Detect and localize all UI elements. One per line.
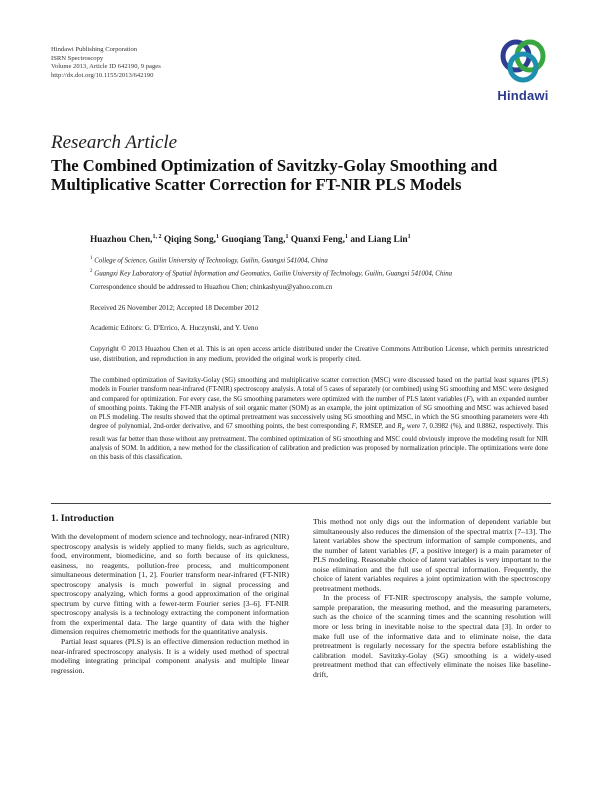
divider <box>51 503 551 504</box>
author: Guoqiang Tang,$^1$ <box>221 234 289 246</box>
volume-info: Volume 2013, Article ID 642190, 9 pages <box>51 63 161 71</box>
body-column-right <box>313 517 551 679</box>
hindawi-logo <box>494 36 552 108</box>
paragraph: This method not only digs out the information of dependent variable but simultaneously also reduces the dimension of the spectral matrix [7–13]. The latent variables show the spectrum information of sample components, and the number of latent variables (F, a positive integer) is a main parameter of PLS modeling. Reasonable choice of latent variables is very important to the noise elimination and the full use of spectral information. Frequently, the choice of latent variables requires a joint optimization with the spectroscopy pretreatment methods. <box>313 517 551 593</box>
article-type: Research Article <box>51 132 178 153</box>
author: Quanxi Feng,$^1$ <box>290 234 348 246</box>
logo-text: Hindawi <box>497 88 549 103</box>
paper-title: The Combined Optimization of Savitzky-Golay Smoothing and Multiplicative Scatter Correction for FT-NIR PLS Models <box>51 156 498 194</box>
correspondence: Correspondence should be addressed to Huazhou Chen; chinkashyuu@yahoo.com.cn <box>90 283 333 291</box>
dates: Received 26 November 2012; Accepted 18 December 2012 <box>90 304 259 312</box>
affiliation: $^1$ College of Science, Guilin University of Technology, Guilin, Guangxi 541004, China <box>90 256 328 265</box>
author: and Liang Lin$^1$ <box>350 234 411 246</box>
author-list <box>90 234 411 245</box>
doi-link[interactable]: http://dx.doi.org/10.1155/2013/642190 <box>51 71 154 79</box>
section-heading: 1. Introduction <box>51 513 114 524</box>
affiliations <box>90 253 452 280</box>
paragraph: Partial least squares (PLS) is an effective dimension reduction method in near-infrared spectroscopy analysis. It is a widely used method of spectral modeling integrating principal component analysis and multiple linear regression. <box>51 637 289 675</box>
author: Huazhou Chen,$^{1, 2}$ <box>90 234 162 246</box>
journal-metadata <box>51 46 161 80</box>
paragraph: With the development of modern science and technology, near-infrared (NIR) spectroscopy analysis is widely applied to many fields, such as agriculture, food, environment, biomedicine, and so forth because of its quickness, easiness, no reagents, pollution-free process, and multicomponent simultaneous determination [1, 2]. Fourier transform near-infrared (FT-NIR) spectroscopy analysis is much powerful in signal processing and spectroscopy analyzing, which forms a good approximation of the original spectrum by curve fitting with a fewer-term Fourier series [3–6]. FT-NIR spectroscopy analysis is a technology extracting the component information from the experimental data. The large quantity of data with the higher dimension requires chemometric methods for the quantitative analysis. <box>51 532 289 637</box>
copyright-notice: Copyright © 2013 Huazhou Chen et al. This is an open access article distributed under the Creative Commons Attribution License, which permits unrestricted use, distribution, and reproduction in any medium, provided the original work is properly cited. <box>90 345 548 363</box>
affiliation: $^2$ Guangxi Key Laboratory of Spatial Information and Geomatics, Guilin University of Technology, Guilin, Guangxi 541004, China <box>90 269 453 278</box>
hindawi-rings-icon <box>494 36 552 86</box>
paragraph: In the process of FT-NIR spectroscopy analysis, the sample volume, sample preparation, the measuring method, and the measuring parameters, such as the choice of the scanning times and the scanning resolution will more or less bring in inevitable noise to the spectral data [3]. In order to make full use of the informative data and to eliminate noise, the data pretreatment is regularly necessary for the spectra before establishing the calibration model. Savitzky-Golay (SG) smoothing is a widely-used pretreatment method that can effectively eliminate the noises like baseline-drift, <box>313 593 551 679</box>
abstract: The combined optimization of Savitzky-Golay (SG) smoothing and multiplicative scatter correction (MSC) were discussed based on the partial least squares (PLS) models in Fourier transform near-infrared (FT-NIR) spectroscopy analysis. A total of 5 cases of separately (or combined) using SG smoothing and MSC were designed and compared for optimization. For every case, the SG smoothing parameters were optimized with the number of PLS latent variables (F), with an expanded number of smoothing points. Taking the FT-NIR analysis of soil organic matter (SOM) as an example, the joint optimization of SG smoothing and MSC was achieved based on PLS modeling. The results showed that the optimal pretreatment was successively using SG smoothing and MSC, in which the SG smoothing parameters were 4th degree of polynomial, 2nd-order derivative, and 67 smoothing points, the best corresponding F, RMSEP, and $R_P$ were 7, 0.3982 (%), and 0.8862, respectively. This result was far better than those without any pretreatment. The combined optimization of SG smoothing and MSC could obviously improve the modeling result for NIR analysis of SOM. In addition, a new method for the classification of calibration and prediction was proposed by normalization principle. The optimizations were done on this basis of this classification. <box>90 377 549 462</box>
body-column-left <box>51 532 289 675</box>
author: Qiqing Song,$^1$ <box>163 234 219 246</box>
academic-editors: Academic Editors: G. D'Errico, A. Huczynski, and Y. Ueno <box>90 324 259 332</box>
journal-name: ISRN Spectroscopy <box>51 54 104 62</box>
publisher: Hindawi Publishing Corporation <box>51 46 138 53</box>
